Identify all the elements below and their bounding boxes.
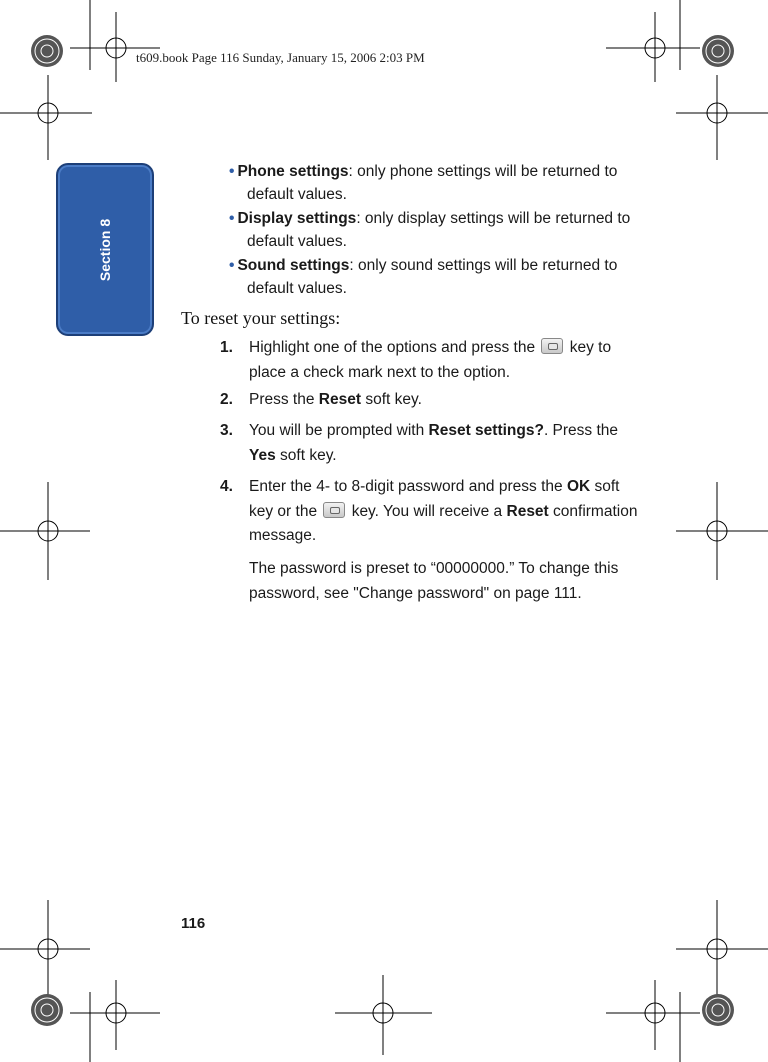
ok-key-icon	[323, 502, 345, 518]
step-text: Highlight one of the options and press the	[249, 339, 536, 356]
step-text: Press the	[249, 391, 315, 408]
step-bold: Reset settings?	[428, 422, 544, 439]
bullet-display-settings	[229, 207, 649, 253]
registration-mark-icon	[0, 75, 92, 160]
step-number: 3.	[220, 422, 233, 439]
registration-mark-icon	[0, 900, 90, 1000]
step-text: soft key.	[280, 446, 337, 464]
step-text: confirmation	[553, 502, 638, 520]
registration-mark-icon	[676, 75, 768, 160]
step-bold: Reset	[506, 502, 549, 520]
bullet-sound-settings	[229, 254, 649, 300]
bullet-icon: •	[229, 210, 235, 227]
star-target-icon	[702, 994, 734, 1026]
step-text: . Press the	[543, 422, 619, 439]
star-target-icon	[702, 35, 734, 67]
step-4	[220, 475, 650, 549]
bullet-icon: •	[229, 257, 235, 274]
bullet-cont: default values.	[247, 186, 347, 203]
step-text: place a check mark next to the option.	[249, 363, 511, 381]
bullet-term: Display settings	[237, 210, 357, 227]
note-text: The password is preset to “00000000.” To change this	[249, 560, 619, 577]
bullet-icon: •	[229, 163, 235, 180]
star-target-icon	[31, 35, 63, 67]
section-tab	[56, 163, 154, 336]
registration-mark-icon	[70, 0, 160, 82]
bullet-cont: default values.	[247, 280, 347, 297]
step-number: 2.	[220, 391, 233, 408]
section-label: Section 8	[97, 218, 113, 281]
section-heading: To reset your settings:	[181, 308, 341, 328]
note-text: password, see "Change password" on page 111.	[249, 584, 582, 602]
step-number: 4.	[220, 478, 233, 495]
ok-key-icon	[541, 338, 563, 354]
password-note	[220, 557, 650, 606]
step-text: soft key.	[365, 391, 422, 408]
registration-mark-icon	[0, 482, 90, 580]
bullet-term: Sound settings	[237, 257, 350, 274]
step-text: message.	[249, 527, 317, 544]
step-text: key or the	[249, 502, 318, 520]
step-number: 1.	[220, 339, 233, 356]
bullet-cont: default values.	[247, 233, 347, 250]
bullet-phone-settings	[229, 160, 649, 206]
step-bold: Reset	[318, 391, 362, 408]
step-text: Enter the 4- to 8-digit password and press the	[249, 478, 563, 495]
step-3	[220, 419, 650, 468]
step-bold: OK	[566, 478, 591, 495]
bullet-desc: : only sound settings will be returned to	[349, 257, 618, 274]
star-target-icon	[31, 994, 63, 1026]
page-number: 116	[181, 915, 206, 932]
step-1	[220, 336, 650, 385]
registration-mark-icon	[606, 0, 700, 82]
bullet-desc: : only phone settings will be returned to	[348, 163, 618, 180]
step-text: key. You will receive a	[351, 502, 503, 520]
bullet-term: Phone settings	[237, 163, 349, 180]
registration-mark-icon	[676, 482, 768, 580]
print-header: t609.book Page 116 Sunday, January 15, 2006 2:03 PM	[136, 50, 425, 65]
step-text: key to	[569, 339, 612, 356]
step-2	[220, 388, 650, 413]
registration-mark-icon	[676, 900, 768, 1000]
step-text: soft	[594, 478, 620, 495]
registration-mark-icon	[606, 980, 700, 1062]
bullet-desc: : only display settings will be returned to	[356, 210, 631, 227]
registration-mark-icon	[335, 975, 432, 1055]
registration-mark-icon	[70, 980, 160, 1062]
step-text: You will be prompted with	[249, 422, 425, 439]
step-bold: Yes	[249, 446, 276, 464]
